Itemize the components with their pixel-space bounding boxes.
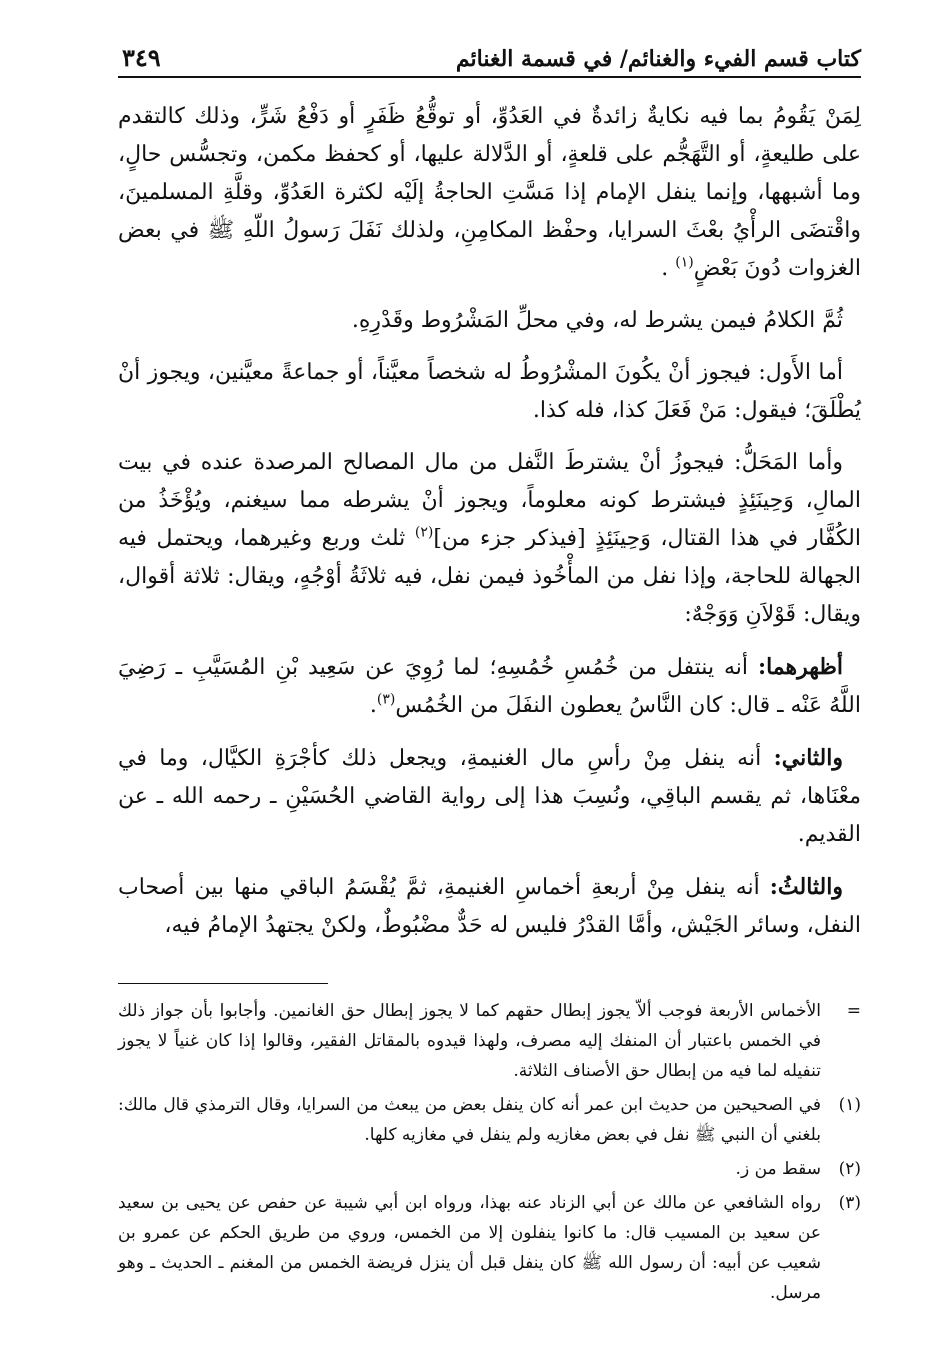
footnote-ref-3: (٣) [376, 691, 396, 708]
footnote-text: الأخماس الأربعة فوجب ألاّ يجوز إبطال حقهم كما لا يجوز إبطال حق الغانمين. وأجابوا بأن جواز ذلك في الخمس باعتبار أن المنفك إليه مصرف، ولهذا قيدوه بالمقاتل الفقير، وقالوا إذا كان غنياً لا يجوز تنفيله لما فيه من إبطال حق الأصناف الثلاثة. [118, 1001, 821, 1081]
footnote-1 [118, 1090, 861, 1150]
footnote-3 [118, 1188, 861, 1308]
footnote-mark: (٣) [838, 1193, 861, 1213]
page-header [118, 34, 861, 78]
footnote-separator [118, 983, 328, 984]
footnote-mark: (٢) [838, 1159, 861, 1179]
footnote-mark: (١) [838, 1095, 861, 1115]
paragraph-6 [118, 739, 861, 854]
footnote-continuation [118, 996, 861, 1086]
paragraph-1-text: لِمَنْ يَقُومُ بما فيه نكايةٌ زائدةٌ في العَدُوِّ، أو توقُّعُ ظَفَرٍ أو دَفْعُ شَرٍّ، وذلك كالتقدم على طليعةٍ، أو التَّهَجُّم على قلعةٍ، أو الدَّلالة عليها، أو كحفظ مكمن، وتجسُّس حالٍ، وما أشبهها، وإنما ينفل الإمام إذا مَسَّتِ الحاجةُ إلَيْه لكثرة العَدُوِّ، وقلَّةِ المسلمينَ، واقْتضَى الرأْيُ بعْثَ السرايا، وحفْظ المكامِنِ، ولذلك نَفَلَ رَسولُ اللّهِ ﷺ في بعض الغزوات دُونَ بَعْضٍ [118, 104, 861, 281]
paragraph-2: ثُمَّ الكلامُ فيمن يشرط له، وفي محلِّ المَشْرُوط وقَدْرِهِ. [351, 308, 843, 333]
footnote-ref-1: (١) [675, 254, 694, 271]
footnote-text: في الصحيحين من حديث ابن عمر أنه كان ينفل بعض من يبعث من السرايا، وقال الترمذي قال مالك: بلغني أن النبي ﷺ نفل في بعض مغازيه ولم ينفل في مغازيه كلها. [118, 1095, 821, 1145]
paragraph-3: أما الأَول: فيجوز أنْ يكُونَ المشْرُوطُ له شخصاً معيَّناً، أو جماعةً معيَّنين، ويجوز أنْ يُطْلَقَ؛ فيقول: مَنْ فَعَلَ كذا، فله كذا. [118, 360, 861, 423]
paragraph-5: أظهرهما: أنه ينتفل من خُمُسِ خُمُسِهِ؛ لما رُوِيَ عن سَعِيد بْنِ المُسَيَّبِ ـ رَضِيَ اللَّهُ عَنْه ـ قال: كان النَّاسُ يعطون النفَلَ من الخُمُس$^{(٣)}$. [118, 654, 861, 718]
paragraph-5-text: أنه ينتفل من خُمُسِ خُمُسِهِ؛ لما رُوِيَ عن سَعِيد بْنِ المُسَيَّبِ ـ رَضِيَ اللَّهُ عَنْه ـ قال: كان النَّاسُ يعطون النفَلَ من الخُمُس [118, 655, 861, 718]
main-text [118, 98, 861, 945]
paragraph-7-text: أنه ينفل مِنْ أربعةِ أخماسِ الغنيمةِ، ثمَّ يُقْسَمُ الباقي منها بين أصحاب النفل، وسائر الجَيْش، وأمَّا القدْرُ فليس له حَدٌّ مضْبُوطٌ، ولكنْ يجتهدُ الإمامُ فيه، [118, 875, 861, 938]
footnote-text: سقط من ز. [735, 1159, 821, 1179]
paragraph-7 [118, 868, 861, 945]
paragraph-4 [118, 444, 861, 634]
footnote-mark: = [846, 1001, 861, 1021]
paragraph-6-text: أنه ينفل مِنْ رأسِ مال الغنيمةِ، ويجعل ذلك كأجْرَةِ الكيَّال، وما في معْنَاها، ثم يقسم الباقِي، ونُسِبَ هذا إلى رواية القاضي الحُسَيْنِ ـ رحمه الله ـ عن القديم. [118, 746, 861, 847]
footnote-2 [118, 1154, 861, 1184]
paragraph-7-lead: والثالثُ: [769, 874, 843, 900]
footnote-ref-2: (٢) [414, 524, 434, 541]
paragraph-4-text-b: ثلث وربع وغيرهما، ويحتمل فيه الجهالة للحاجة، وإذا نفل من المأْخُوذ فيمن نفل، فيه ثلاثَةُ أوْجُهٍ، ويقال: ثلاثة أقوال، ويقال: قَوْلاَنِ وَوَجْهٌ: [118, 526, 861, 627]
page-number: ٣٤٩ [122, 43, 161, 72]
paragraph-1: لِمَنْ يَقُومُ بما فيه نكايةٌ زائدةٌ في العَدُوِّ، أو توقُّعُ ظَفَرٍ أو دَفْعُ شَرٍّ، وذلك كالتقدم على طليعةٍ، أو التَّهَجُّم على قلعةٍ، أو الدَّلالة عليها، أو كحفظ مكمن، وتجسُّس حالٍ، وما أشبهها، وإنما ينفل الإمام إذا مَسَّتِ الحاجةُ إلَيْه لكثرة العَدُوِّ، وقلَّةِ المسلمينَ، واقْتضَى الرأْيُ بعْثَ السرايا، وحفْظ المكامِنِ، ولذلك نَفَلَ رَسولُ اللّهِ ﷺ في بعض الغزوات دُونَ بَعْضٍ$^{(١)}$ . [118, 104, 861, 281]
paragraph-4-text-a: وأما المَحَلُّ: فيجوزُ أنْ يشترطَ النَّفل من مال المصالح المرصدة عنده في بيت المالِ، وَحِينَئِذٍ فيشترط كونه معلوماً، ويجوز أنْ يشرطه مما سيغنم، ويُؤْخَذُ من الكُفَّار في هذا القتال، وَحِينَئِذٍ [فيذكر جزء من] [118, 450, 861, 551]
running-title: كتاب قسم الفيء والغنائم/ في قسمة الغنائم [455, 46, 861, 72]
paragraph-5-lead: أظهرهما: [757, 654, 843, 680]
footnotes [118, 996, 861, 1308]
footnote-text: رواه الشافعي عن مالك عن أبي الزناد عنه بهذا، ورواه ابن أبي شيبة عن حفص عن يحيى بن سعيد عن سعيد بن المسيب قال: ما كانوا ينفلون إلا من الخمس، وروي من طريق الحكم عن عمرو بن شعيب عن أبيه: أن رسول الله ﷺ كان ينفل قبل أن ينزل فريضة الخمس من المغنم ـ الحديث ـ وهو مرسل. [118, 1193, 821, 1303]
paragraph-6-lead: والثاني: [773, 745, 843, 771]
